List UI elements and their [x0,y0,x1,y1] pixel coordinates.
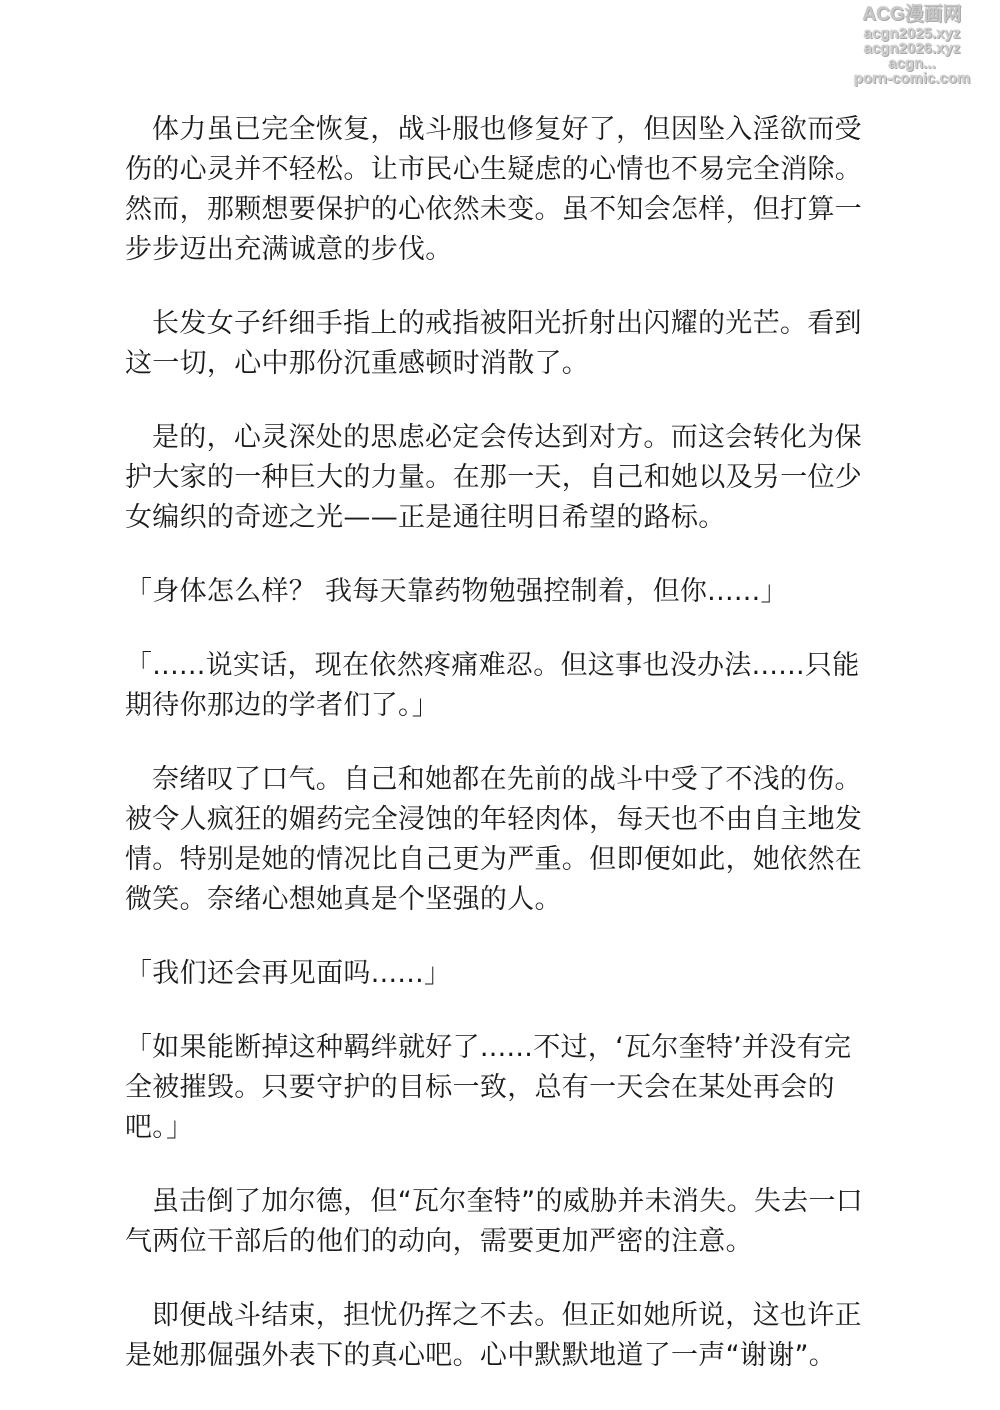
watermark-line: porn-comic.com [853,70,971,87]
watermark-line: acgn2026.xyz [863,40,961,57]
paragraph-ring: 长发女子纤细手指上的戒指被阳光折射出闪耀的光芒。看到这一切，心中那份沉重感顿时消散了。 [125,308,862,379]
watermark-title: ACG漫画网 [862,4,962,25]
paragraph-recovery: 体力虽已完全恢复，战斗服也修复好了，但因坠入淫欲而受伤的心灵并不轻松。让市民心生疑虑的心情也不易完全消除。然而，那颗想要保护的心依然未变。虽不知会怎样，但打算一步步迈出充满诚意的步伐。 [125,114,863,265]
document-body [125,110,870,1410]
dialogue-line: 「我们还会再见面吗......」 [125,958,452,989]
paragraph-nao-sigh: 奈绪叹了口气。自己和她都在先前的战斗中受了不浅的伤。被令人疯狂的媚药完全浸蚀的年轻肉体，每天也不由自主地发情。特别是她的情况比自己更为严重。但即便如此，她依然在微笑。奈绪心想她真是个坚强的人。 [125,764,863,915]
watermark-line: acgn2025.xyz [863,25,961,42]
paragraph-threat: 虽击倒了加尔德，但“瓦尔奎特”的威胁并未消失。失去一口气两位干部后的他们的动向，需要更加严密的注意。 [125,1186,864,1257]
paragraph-thoughts: 是的，心灵深处的思虑必定会传达到对方。而这会转化为保护大家的一种巨大的力量。在那一天，自己和她以及另一位少女编织的奇迹之光——正是通往明日希望的路标。 [125,422,863,533]
paragraph-thanks: 即便战斗结束，担忧仍挥之不去。但正如她所说，这也许正是她那倔强外表下的真心吧。心中默默地道了一声“谢谢”。 [125,1300,862,1371]
watermark-line: acgn... [888,55,936,72]
watermark-logo [842,4,982,86]
dialogue-line: 「......说实话，现在依然疼痛难忍。但这事也没办法......只能期待你那边的学者们了。」 [125,650,860,721]
dialogue-line: 「如果能断掉这种羁绊就好了......不过，‘瓦尔奎特’并没有完全被摧毁。只要守护的目标一致，总有一天会在某处再会的吧。」 [125,1032,852,1143]
dialogue-line: 「身体怎么样？ 我每天靠药物勉强控制着，但你......」 [125,576,788,607]
